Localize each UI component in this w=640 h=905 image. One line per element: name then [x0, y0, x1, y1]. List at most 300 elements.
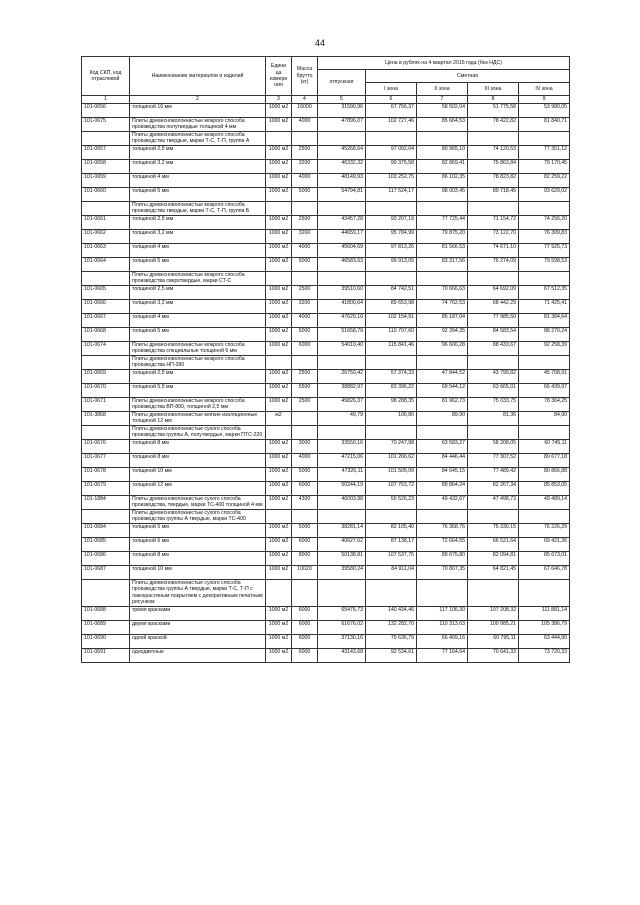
zone-3-price-cell: 77 489,42 [468, 468, 519, 482]
mass-cell: 6000 [292, 538, 318, 552]
code-cell: 101-0666 [82, 300, 130, 314]
header-zone-4: IV зона [519, 83, 570, 96]
code-cell: 101-0668 [82, 328, 130, 342]
zone-2-price-cell: 63 583,27 [417, 440, 468, 454]
code-cell: 101-1884 [82, 496, 130, 510]
empty-cell [82, 580, 130, 607]
zone-3-price-cell: 51 775,58 [468, 104, 519, 118]
empty-cell [266, 132, 292, 146]
col-index: 9 [519, 96, 570, 104]
name-cell: толщиной 10 мм [130, 566, 266, 580]
empty-cell [468, 202, 519, 216]
group-heading: Плиты древесноволокнистые мокрого способа производства твердые, марки Т-С, Т-П, группа Б [130, 202, 266, 216]
name-cell: толщиной 2,5 мм [130, 286, 266, 300]
mass-cell: 16000 [292, 104, 318, 118]
table-row [82, 648, 570, 662]
table-row [82, 328, 570, 342]
zone-3-price-cell: 74 120,53 [468, 146, 519, 160]
unit-cell: 1000 м2 [266, 620, 292, 634]
zone-4-price-cell: 76 309,83 [519, 230, 570, 244]
mass-cell: 3000 [292, 440, 318, 454]
zone-4-price-cell: 80 677,18 [519, 454, 570, 468]
table-row [82, 412, 570, 426]
zone-4-price-cell: 88 270,24 [519, 328, 570, 342]
name-cell: толщиной 2,5 мм [130, 216, 266, 230]
unit-cell: 1000 м2 [266, 606, 292, 620]
group-heading-row [82, 202, 570, 216]
zone-1-price-cell: 97 813,26 [366, 244, 417, 258]
empty-cell [82, 356, 130, 370]
zone-2-price-cell: 76 368,76 [417, 524, 468, 538]
code-cell: 101-0685 [82, 538, 130, 552]
release-price-cell: 65476,73 [318, 606, 366, 620]
mass-cell: 4000 [292, 118, 318, 132]
zone-4-price-cell: 79 170,45 [519, 160, 570, 174]
unit-cell: 1000 м2 [266, 146, 292, 160]
code-cell: 101-0689 [82, 620, 130, 634]
table-row [82, 552, 570, 566]
code-cell: 101-0670 [82, 384, 130, 398]
zone-1-price-cell: 83 396,22 [366, 384, 417, 398]
zone-1-price-cell: 84 911,04 [366, 566, 417, 580]
col-index: 5 [318, 96, 366, 104]
empty-cell [519, 202, 570, 216]
empty-cell [292, 510, 318, 524]
header-mass: Масса брутто (кг) [292, 57, 318, 96]
group-heading: Плиты древесноволокнистые сухого способа производства группы А твердые, марки ТС-400 [130, 510, 266, 524]
table-row [82, 174, 570, 188]
zone-1-price-cell: 103 252,75 [366, 174, 417, 188]
zone-2-price-cell: 80 965,10 [417, 146, 468, 160]
col-index: 3 [266, 96, 292, 104]
empty-cell [82, 272, 130, 286]
zone-2-price-cell: 83 317,56 [417, 258, 468, 272]
code-cell: 101-0660 [82, 188, 130, 202]
code-cell: 101-0667 [82, 314, 130, 328]
unit-cell: 1000 м2 [266, 104, 292, 118]
col-index: 1 [82, 96, 130, 104]
table-row [82, 286, 570, 300]
release-price-cell: 54010,40 [318, 342, 366, 356]
empty-cell [266, 426, 292, 440]
mass-cell: 2500 [292, 286, 318, 300]
zone-4-price-cell: 93 629,02 [519, 188, 570, 202]
release-price-cell: 45826,37 [318, 398, 366, 412]
name-cell: двумя красками [130, 620, 266, 634]
code-cell: 101-3868 [82, 412, 130, 426]
name-cell: толщиной 4 мм [130, 244, 266, 258]
zone-3-price-cell: 71 154,72 [468, 216, 519, 230]
name-cell: Плиты древесноволокнистые мокрого способа производства специальные толщиной 6 мм [130, 342, 266, 356]
header-release: отпускная [318, 70, 366, 96]
zone-2-price-cell: 82 869,41 [417, 160, 468, 174]
zone-4-price-cell: 66 439,97 [519, 384, 570, 398]
unit-cell: 1000 м2 [266, 454, 292, 468]
mass-cell: 4300 [292, 496, 318, 510]
empty-cell [318, 202, 366, 216]
zone-4-price-cell: 67 512,35 [519, 286, 570, 300]
code-cell: 101-0690 [82, 634, 130, 648]
zone-2-price-cell: 47 844,52 [417, 370, 468, 384]
mass-cell: 4000 [292, 454, 318, 468]
zone-1-price-cell: 132 282,70 [366, 620, 417, 634]
group-heading: Плиты древесноволокнистые мокрого способа производства сверхтвердые, марки СТ-С [130, 272, 266, 286]
empty-cell [318, 272, 366, 286]
unit-cell: 1000 м2 [266, 370, 292, 384]
zone-1-price-cell: 99 375,58 [366, 160, 417, 174]
zone-4-price-cell: 84,90 [519, 412, 570, 426]
name-cell: толщиной 2,5 мм [130, 146, 266, 160]
zone-1-price-cell: 95 784,99 [366, 230, 417, 244]
table-row [82, 244, 570, 258]
empty-cell [519, 510, 570, 524]
empty-cell [366, 356, 417, 370]
zone-4-price-cell: 77 351,12 [519, 146, 570, 160]
zone-2-price-cell: 92 394,35 [417, 328, 468, 342]
mass-cell: 4000 [292, 244, 318, 258]
code-cell: 101-0691 [82, 648, 130, 662]
zone-4-price-cell: 105 386,79 [519, 620, 570, 634]
code-cell: 101-0657 [82, 146, 130, 160]
group-heading-row [82, 132, 570, 146]
table-row [82, 620, 570, 634]
table-row [82, 314, 570, 328]
mass-cell: 2500 [292, 216, 318, 230]
zone-2-price-cell: 84 446,44 [417, 454, 468, 468]
unit-cell: 1000 м2 [266, 244, 292, 258]
code-cell: 101-0674 [82, 342, 130, 356]
zone-1-price-cell: 102 727,46 [366, 118, 417, 132]
name-cell: толщиной 5,5 мм [130, 384, 266, 398]
table-row [82, 384, 570, 398]
release-price-cell: 46003,98 [318, 496, 366, 510]
name-cell: толщиной 5 мм [130, 258, 266, 272]
zone-4-price-cell: 81 840,71 [519, 118, 570, 132]
name-cell: толщиной 12 мм [130, 482, 266, 496]
empty-cell [292, 426, 318, 440]
table-row [82, 146, 570, 160]
zone-3-price-cell: 68 442,29 [468, 300, 519, 314]
table-row [82, 454, 570, 468]
name-cell: Плиты древесноволокнистые мягкие изоляционные толщиной 12 мм [130, 412, 266, 426]
group-heading-row [82, 510, 570, 524]
mass-cell: 3200 [292, 230, 318, 244]
mass-cell: 2500 [292, 398, 318, 412]
empty-cell [318, 580, 366, 607]
zone-2-price-cell: 117 106,30 [417, 606, 468, 620]
empty-cell [292, 132, 318, 146]
code-cell: 101-0678 [82, 468, 130, 482]
zone-3-price-cell: 74 671,10 [468, 244, 519, 258]
unit-cell: 1000 м2 [266, 468, 292, 482]
zone-2-price-cell: 69 544,12 [417, 384, 468, 398]
zone-4-price-cell: 76 226,29 [519, 524, 570, 538]
zone-3-price-cell: 77 985,50 [468, 314, 519, 328]
zone-1-price-cell: 97 092,04 [366, 146, 417, 160]
zone-2-price-cell: 81 566,53 [417, 244, 468, 258]
zone-1-price-cell: 79 636,79 [366, 634, 417, 648]
unit-cell: 1000 м2 [266, 440, 292, 454]
release-price-cell: 43143,68 [318, 648, 366, 662]
unit-cell: 1000 м2 [266, 552, 292, 566]
zone-4-price-cell: 60 745,11 [519, 440, 570, 454]
release-price-cell: 31590,96 [318, 104, 366, 118]
zone-4-price-cell: 49 489,14 [519, 496, 570, 510]
code-cell: 101-0659 [82, 174, 130, 188]
release-price-cell: 61676,02 [318, 620, 366, 634]
release-price-cell: 45604,69 [318, 244, 366, 258]
zone-2-price-cell: 77 164,64 [417, 648, 468, 662]
empty-cell [519, 132, 570, 146]
release-price-cell: 39510,60 [318, 286, 366, 300]
empty-cell [519, 356, 570, 370]
code-cell: 101-0664 [82, 258, 130, 272]
name-cell: толщиной 4 мм [130, 314, 266, 328]
zone-2-price-cell: 81 962,73 [417, 398, 468, 412]
zone-2-price-cell: 70 807,35 [417, 566, 468, 580]
unit-cell: м2 [266, 412, 292, 426]
table-row [82, 606, 570, 620]
zone-2-price-cell: 79 875,20 [417, 230, 468, 244]
zone-3-price-cell: 64 692,09 [468, 286, 519, 300]
group-heading: Плиты древесноволокнистые сухого способа производства группы А твердые, марки Т-С, Т-П с лакокрасочным покрытием с декоративным печатным рисунком [130, 580, 266, 607]
release-price-cell: 40627,62 [318, 538, 366, 552]
zone-1-price-cell: 115 841,46 [366, 342, 417, 356]
release-price-cell: 47896,07 [318, 118, 366, 132]
unit-cell: 1000 м2 [266, 300, 292, 314]
code-cell: 101-0684 [82, 524, 130, 538]
zone-1-price-cell: 140 434,46 [366, 606, 417, 620]
zone-3-price-cell: 75 863,84 [468, 160, 519, 174]
release-price-cell: 38882,97 [318, 384, 366, 398]
empty-cell [366, 202, 417, 216]
release-price-cell: 33550,16 [318, 440, 366, 454]
code-cell: 101-0677 [82, 454, 130, 468]
zone-2-price-cell: 96 600,28 [417, 342, 468, 356]
zone-4-price-cell: 73 720,33 [519, 648, 570, 662]
name-cell: толщиной 8 мм [130, 454, 266, 468]
unit-cell: 1000 м2 [266, 286, 292, 300]
table-row [82, 230, 570, 244]
zone-1-price-cell: 110 797,60 [366, 328, 417, 342]
zone-1-price-cell: 107 763,72 [366, 482, 417, 496]
name-cell: одной краской [130, 634, 266, 648]
zone-3-price-cell: 43 799,82 [468, 370, 519, 384]
name-cell: толщиной 3,2 мм [130, 160, 266, 174]
zone-3-price-cell: 84 583,54 [468, 328, 519, 342]
col-index: 6 [366, 96, 417, 104]
empty-cell [366, 272, 417, 286]
empty-cell [292, 580, 318, 607]
zone-1-price-cell: 106,80 [366, 412, 417, 426]
zone-1-price-cell: 57 374,33 [366, 370, 417, 384]
zone-1-price-cell: 50 526,23 [366, 496, 417, 510]
zone-3-price-cell: 100 985,21 [468, 620, 519, 634]
group-heading-row [82, 356, 570, 370]
empty-cell [366, 426, 417, 440]
empty-cell [292, 356, 318, 370]
zone-2-price-cell: 89,90 [417, 412, 468, 426]
code-cell: 101-0679 [82, 482, 130, 496]
zone-1-price-cell: 117 524,17 [366, 188, 417, 202]
header-price-title: Цена в рублях на 4 квартал 2015 года (без НДС) [318, 57, 570, 70]
zone-4-price-cell: 92 258,39 [519, 342, 570, 356]
zone-2-price-cell: 49 432,67 [417, 496, 468, 510]
name-cell: толщиной 5 мм [130, 328, 266, 342]
header-zone-1: I зона [366, 83, 417, 96]
mass-cell: 2500 [292, 370, 318, 384]
zone-3-price-cell: 75 330,15 [468, 524, 519, 538]
zone-3-price-cell: 73 122,70 [468, 230, 519, 244]
name-cell: толщиной 5 мм [130, 188, 266, 202]
name-cell: толщиной 8 мм [130, 552, 266, 566]
zone-2-price-cell: 98 003,45 [417, 188, 468, 202]
table-row [82, 118, 570, 132]
code-cell: 101-0662 [82, 230, 130, 244]
zone-1-price-cell: 93 207,19 [366, 216, 417, 230]
empty-cell [292, 272, 318, 286]
empty-cell [468, 426, 519, 440]
zone-4-price-cell: 79 598,53 [519, 258, 570, 272]
name-cell: толщиной 4 мм [130, 174, 266, 188]
table-row [82, 300, 570, 314]
mass-cell: 4000 [292, 174, 318, 188]
empty-cell [519, 580, 570, 607]
zone-3-price-cell: 89 718,45 [468, 188, 519, 202]
zone-1-price-cell: 92 534,61 [366, 648, 417, 662]
table-row [82, 370, 570, 384]
zone-1-price-cell: 101 505,09 [366, 468, 417, 482]
zone-2-price-cell: 72 664,55 [417, 538, 468, 552]
empty-cell [468, 510, 519, 524]
empty-cell [417, 132, 468, 146]
zone-4-price-cell: 78 364,25 [519, 398, 570, 412]
mass-cell: 5000 [292, 188, 318, 202]
empty-cell [366, 510, 417, 524]
zone-1-price-cell: 107 537,75 [366, 552, 417, 566]
zone-1-price-cell: 87 138,17 [366, 538, 417, 552]
empty-cell [519, 272, 570, 286]
zone-3-price-cell: 81,36 [468, 412, 519, 426]
group-heading-row [82, 426, 570, 440]
price-table [81, 56, 570, 663]
unit-cell: 1000 м2 [266, 118, 292, 132]
zone-4-price-cell: 77 925,73 [519, 244, 570, 258]
zone-4-price-cell: 80 866,88 [519, 468, 570, 482]
zone-2-price-cell: 85 187,04 [417, 314, 468, 328]
code-cell: 101-0663 [82, 244, 130, 258]
zone-3-price-cell: 58 208,05 [468, 440, 519, 454]
unit-cell: 1000 м2 [266, 566, 292, 580]
empty-cell [318, 356, 366, 370]
mass-cell: 5000 [292, 468, 318, 482]
release-price-cell: 47629,10 [318, 314, 366, 328]
table-row [82, 524, 570, 538]
unit-cell: 1000 м2 [266, 230, 292, 244]
name-cell: однодветные [130, 648, 266, 662]
code-cell: 101-0661 [82, 216, 130, 230]
table-row [82, 104, 570, 118]
zone-2-price-cell: 58 502,04 [417, 104, 468, 118]
empty-cell [417, 272, 468, 286]
zone-4-price-cell: 63 444,90 [519, 634, 570, 648]
release-price-cell: 43457,28 [318, 216, 366, 230]
name-cell: толщиной 10 мм [130, 468, 266, 482]
mass-cell: 3200 [292, 160, 318, 174]
mass-cell: 5500 [292, 384, 318, 398]
zone-4-price-cell: 85 853,05 [519, 482, 570, 496]
unit-cell: 1000 м2 [266, 314, 292, 328]
name-cell: Плиты древесноволокнистые мокрого способа производства полутвердые толщиной 4 мм [130, 118, 266, 132]
unit-cell: 1000 м2 [266, 538, 292, 552]
table-row [82, 566, 570, 580]
zone-4-price-cell: 45 708,91 [519, 370, 570, 384]
name-cell: толщиной 8 мм [130, 440, 266, 454]
name-cell: толщиной 5 мм [130, 524, 266, 538]
empty-cell [82, 426, 130, 440]
unit-cell: 1000 м2 [266, 384, 292, 398]
release-price-cell: 50138,81 [318, 552, 366, 566]
unit-cell: 1000 м2 [266, 174, 292, 188]
empty-cell [82, 510, 130, 524]
zone-4-price-cell: 53 980,05 [519, 104, 570, 118]
unit-cell: 1000 м2 [266, 328, 292, 342]
empty-cell [417, 356, 468, 370]
zone-3-price-cell: 107 208,32 [468, 606, 519, 620]
mass-cell: 6000 [292, 634, 318, 648]
table-row [82, 216, 570, 230]
col-index: 8 [468, 96, 519, 104]
code-cell: 101-0671 [82, 398, 130, 412]
zone-4-price-cell: 111 881,14 [519, 606, 570, 620]
empty-cell [266, 202, 292, 216]
zone-1-price-cell: 82 105,40 [366, 524, 417, 538]
zone-1-price-cell: 102 154,91 [366, 314, 417, 328]
zone-4-price-cell: 85 673,01 [519, 552, 570, 566]
zone-4-price-cell: 74 256,20 [519, 216, 570, 230]
code-cell: 101-0656 [82, 104, 130, 118]
release-price-cell: 39580,24 [318, 566, 366, 580]
unit-cell: 1000 м2 [266, 258, 292, 272]
zone-3-price-cell: 82 094,81 [468, 552, 519, 566]
page-number: 44 [314, 38, 325, 48]
table-row [82, 160, 570, 174]
empty-cell [417, 510, 468, 524]
name-cell: Плиты древесноволокнистые сухого способа производства, твердые, марки ТС-400 толщиной 4 мм [130, 496, 266, 510]
empty-cell [468, 356, 519, 370]
zone-4-price-cell: 82 259,22 [519, 174, 570, 188]
group-heading: Плиты древесноволокнистые мокрого способа производства НП-280 [130, 356, 266, 370]
table-row [82, 258, 570, 272]
empty-cell [417, 426, 468, 440]
mass-cell: 2500 [292, 146, 318, 160]
zone-1-price-cell: 99 913,05 [366, 258, 417, 272]
zone-3-price-cell: 63 665,01 [468, 384, 519, 398]
zone-2-price-cell: 110 313,63 [417, 620, 468, 634]
unit-cell: 1000 м2 [266, 496, 292, 510]
zone-3-price-cell: 70 641,33 [468, 648, 519, 662]
zone-3-price-cell: 78 823,82 [468, 174, 519, 188]
zone-1-price-cell: 89 653,98 [366, 300, 417, 314]
name-cell: толщиной 3,2 мм [130, 300, 266, 314]
empty-cell [519, 426, 570, 440]
zone-1-price-cell: 70 247,98 [366, 440, 417, 454]
mass-cell: 6000 [292, 342, 318, 356]
code-cell: 101-0687 [82, 566, 130, 580]
zone-3-price-cell: 76 274,09 [468, 258, 519, 272]
empty-cell [318, 426, 366, 440]
group-heading-row [82, 580, 570, 607]
